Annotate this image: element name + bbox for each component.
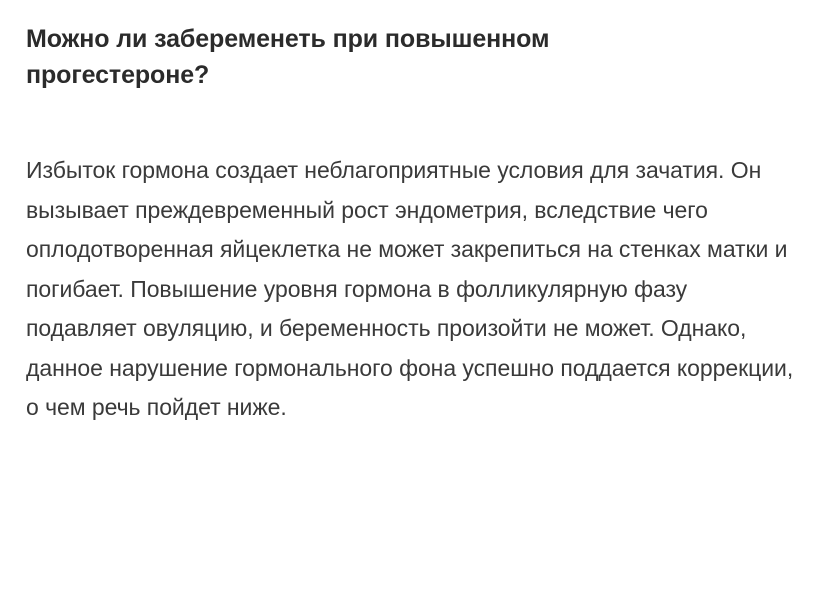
page-title: Можно ли забеременеть при повышенном прогестероне? [26,25,550,89]
article-body [26,93,798,428]
article-paragraph: Избыток гормона создает неблагоприятные условия для зачатия. Он вызывает преждевременный рост эндометрия, вследствие чего оплодотворенная яйцеклетка не может закрепиться на стенках матки и погибает. Повышение уровня гормона в фолликулярную фазу подавляет овуляцию, и беременность произойти не может. Однако, данное нарушение гормонального фона успешно поддается коррекции, о чем речь пойдет ниже. [26,157,794,421]
